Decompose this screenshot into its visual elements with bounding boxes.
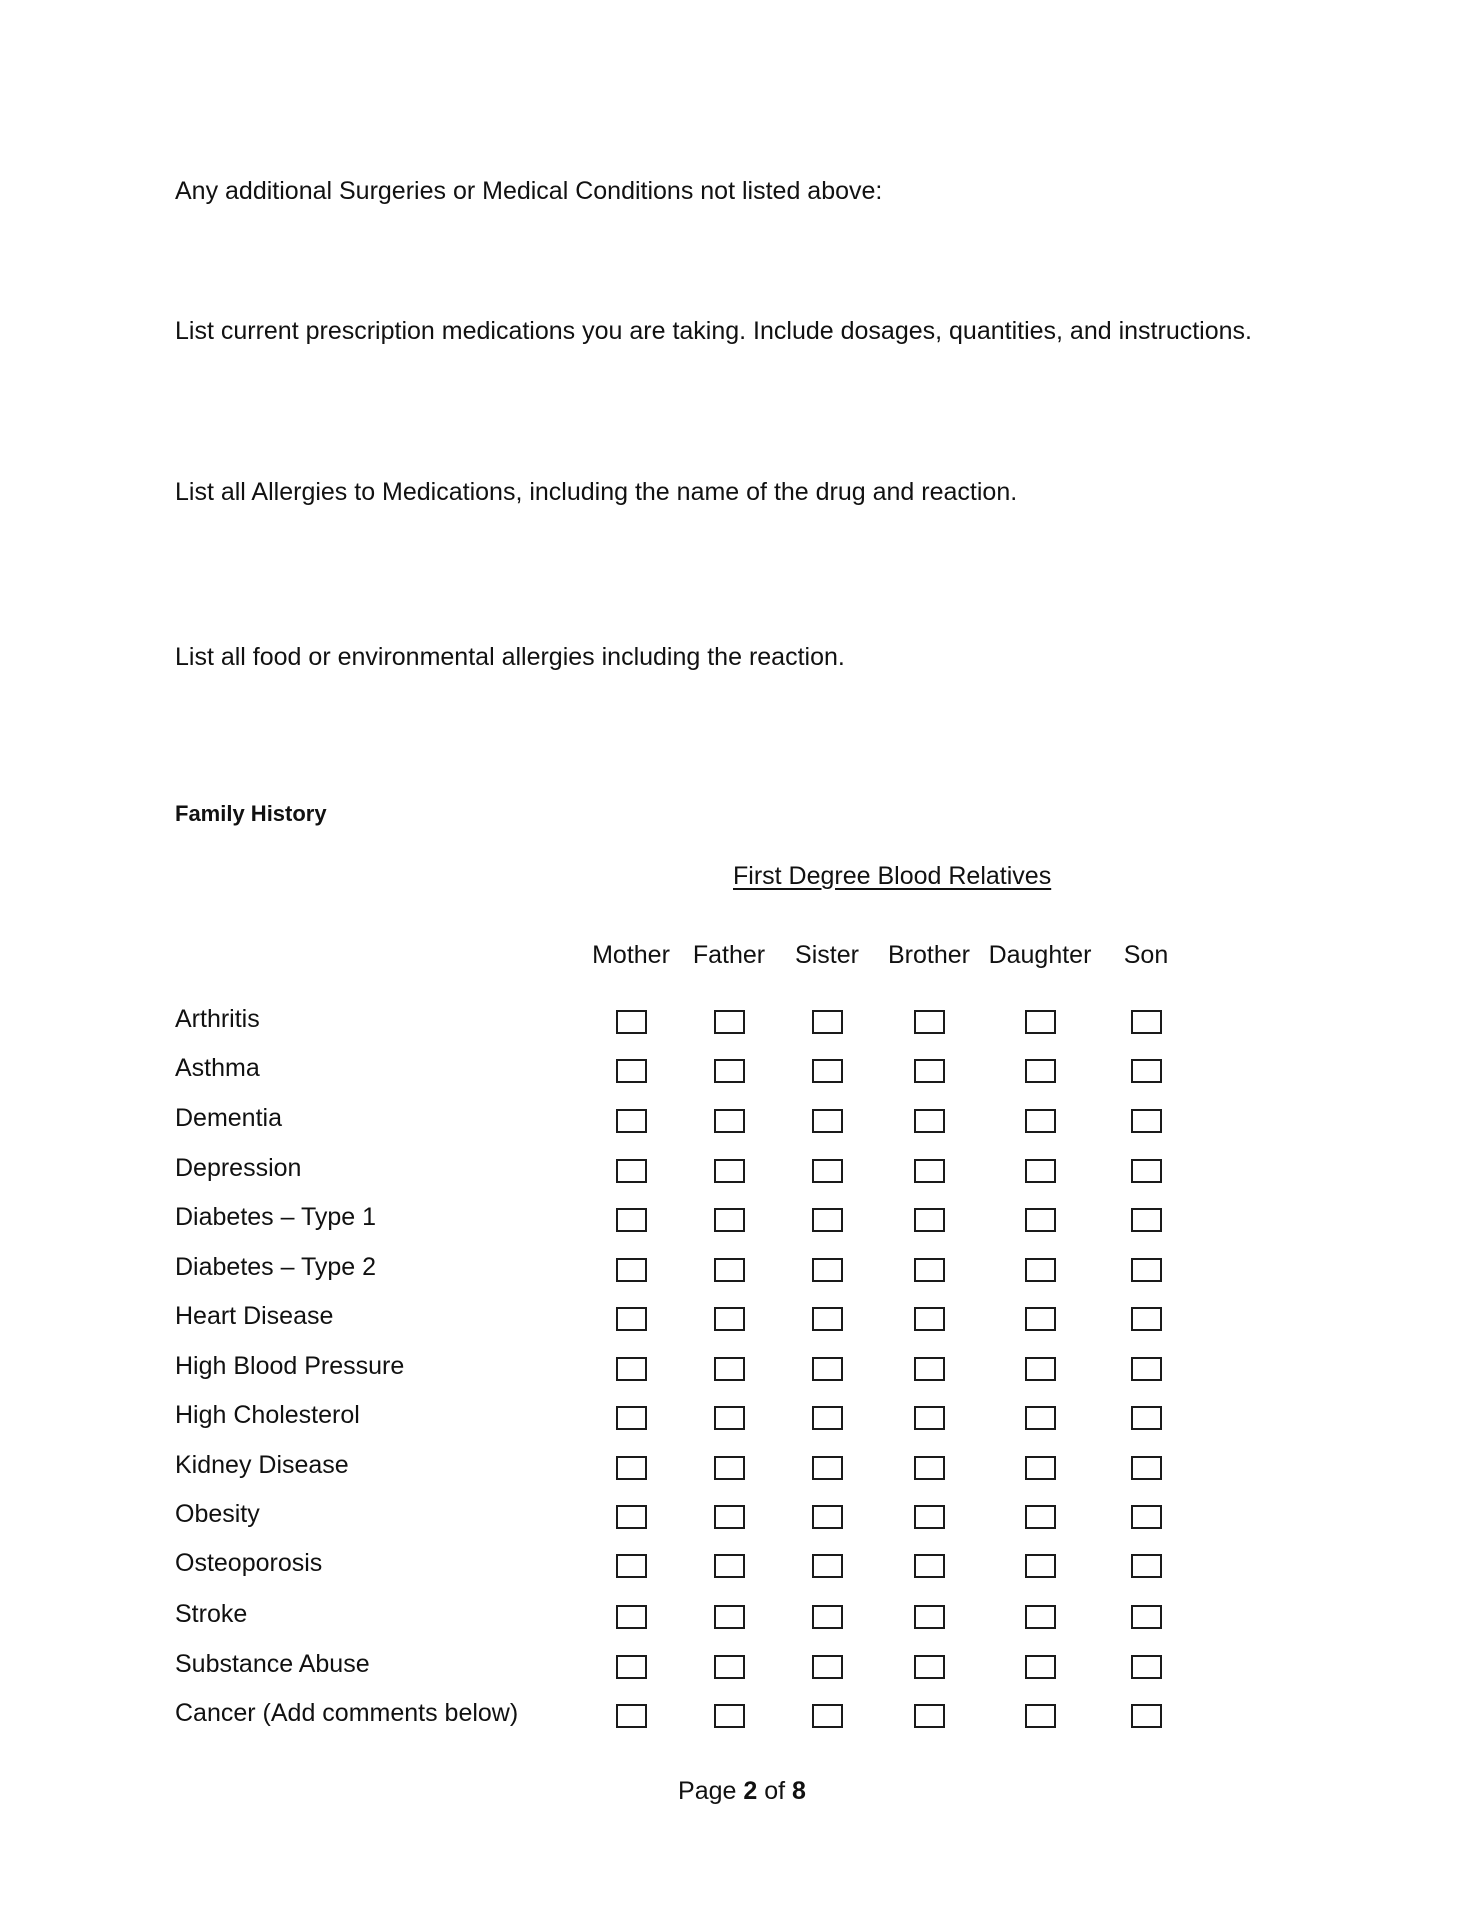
checkbox-diabetes-type-2-daughter[interactable]: [1025, 1258, 1056, 1282]
checkbox-high-cholesterol-brother[interactable]: [914, 1406, 945, 1430]
checkbox-cancer-add-comments-below-sister[interactable]: [812, 1704, 843, 1728]
checkbox-high-blood-pressure-son[interactable]: [1131, 1357, 1162, 1381]
column-header-sister: Sister: [795, 941, 859, 969]
checkbox-heart-disease-mother[interactable]: [616, 1307, 647, 1331]
checkbox-high-blood-pressure-daughter[interactable]: [1025, 1357, 1056, 1381]
checkbox-osteoporosis-brother[interactable]: [914, 1554, 945, 1578]
checkbox-kidney-disease-son[interactable]: [1131, 1456, 1162, 1480]
checkbox-dementia-father[interactable]: [714, 1109, 745, 1133]
checkbox-stroke-father[interactable]: [714, 1605, 745, 1629]
checkbox-heart-disease-son[interactable]: [1131, 1307, 1162, 1331]
checkbox-depression-son[interactable]: [1131, 1159, 1162, 1183]
checkbox-cancer-add-comments-below-mother[interactable]: [616, 1704, 647, 1728]
checkbox-high-cholesterol-father[interactable]: [714, 1406, 745, 1430]
checkbox-diabetes-type-2-father[interactable]: [714, 1258, 745, 1282]
column-header-daughter: Daughter: [988, 941, 1092, 969]
condition-label-diabetes-type-2: Diabetes – Type 2: [175, 1253, 377, 1281]
checkbox-diabetes-type-2-son[interactable]: [1131, 1258, 1162, 1282]
condition-label-dementia: Dementia: [175, 1104, 282, 1132]
checkbox-diabetes-type-2-mother[interactable]: [616, 1258, 647, 1282]
checkbox-asthma-brother[interactable]: [914, 1059, 945, 1083]
checkbox-arthritis-father[interactable]: [714, 1010, 745, 1034]
column-header-father: Father: [692, 941, 766, 969]
checkbox-diabetes-type-1-daughter[interactable]: [1025, 1208, 1056, 1232]
page-footer: [0, 1777, 1484, 1806]
condition-label-osteoporosis: Osteoporosis: [175, 1549, 323, 1577]
condition-label-substance-abuse: Substance Abuse: [175, 1650, 370, 1678]
condition-label-stroke: Stroke: [175, 1600, 248, 1628]
checkbox-obesity-son[interactable]: [1131, 1505, 1162, 1529]
checkbox-substance-abuse-brother[interactable]: [914, 1655, 945, 1679]
checkbox-high-cholesterol-son[interactable]: [1131, 1406, 1162, 1430]
checkbox-stroke-mother[interactable]: [616, 1605, 647, 1629]
checkbox-depression-sister[interactable]: [812, 1159, 843, 1183]
checkbox-osteoporosis-father[interactable]: [714, 1554, 745, 1578]
checkbox-kidney-disease-father[interactable]: [714, 1456, 745, 1480]
condition-label-heart-disease: Heart Disease: [175, 1302, 334, 1330]
checkbox-diabetes-type-1-brother[interactable]: [914, 1208, 945, 1232]
page-word: Page: [678, 1777, 737, 1805]
condition-label-high-cholesterol: High Cholesterol: [175, 1401, 360, 1429]
checkbox-kidney-disease-daughter[interactable]: [1025, 1456, 1056, 1480]
checkbox-arthritis-brother[interactable]: [914, 1010, 945, 1034]
checkbox-stroke-daughter[interactable]: [1025, 1605, 1056, 1629]
condition-label-cancer-add-comments-below: Cancer (Add comments below): [175, 1699, 519, 1727]
checkbox-high-cholesterol-daughter[interactable]: [1025, 1406, 1056, 1430]
checkbox-depression-daughter[interactable]: [1025, 1159, 1056, 1183]
checkbox-osteoporosis-sister[interactable]: [812, 1554, 843, 1578]
checkbox-diabetes-type-2-brother[interactable]: [914, 1258, 945, 1282]
checkbox-osteoporosis-son[interactable]: [1131, 1554, 1162, 1578]
checkbox-stroke-son[interactable]: [1131, 1605, 1162, 1629]
checkbox-cancer-add-comments-below-son[interactable]: [1131, 1704, 1162, 1728]
checkbox-cancer-add-comments-below-father[interactable]: [714, 1704, 745, 1728]
condition-label-arthritis: Arthritis: [175, 1005, 260, 1033]
condition-label-asthma: Asthma: [175, 1054, 260, 1082]
checkbox-cancer-add-comments-below-daughter[interactable]: [1025, 1704, 1056, 1728]
checkbox-asthma-son[interactable]: [1131, 1059, 1162, 1083]
checkbox-heart-disease-father[interactable]: [714, 1307, 745, 1331]
checkbox-high-blood-pressure-sister[interactable]: [812, 1357, 843, 1381]
checkbox-asthma-daughter[interactable]: [1025, 1059, 1056, 1083]
checkbox-obesity-father[interactable]: [714, 1505, 745, 1529]
blood-relatives-caption: First Degree Blood Relatives: [733, 862, 1052, 890]
checkbox-cancer-add-comments-below-brother[interactable]: [914, 1704, 945, 1728]
checkbox-dementia-daughter[interactable]: [1025, 1109, 1056, 1133]
checkbox-asthma-mother[interactable]: [616, 1059, 647, 1083]
checkbox-dementia-son[interactable]: [1131, 1109, 1162, 1133]
checkbox-depression-father[interactable]: [714, 1159, 745, 1183]
column-header-son: Son: [1123, 941, 1169, 969]
checkbox-diabetes-type-2-sister[interactable]: [812, 1258, 843, 1282]
family-history-title: Family History: [175, 801, 327, 826]
checkbox-obesity-sister[interactable]: [812, 1505, 843, 1529]
checkbox-heart-disease-brother[interactable]: [914, 1307, 945, 1331]
total-page-count: 8: [792, 1777, 806, 1805]
condition-label-diabetes-type-1: Diabetes – Type 1: [175, 1203, 377, 1231]
checkbox-substance-abuse-father[interactable]: [714, 1655, 745, 1679]
checkbox-dementia-mother[interactable]: [616, 1109, 647, 1133]
current-page-number: 2: [743, 1777, 758, 1805]
environmental-allergies-prompt: List all food or environmental allergies including the reaction.: [175, 643, 845, 671]
checkbox-heart-disease-sister[interactable]: [812, 1307, 843, 1331]
checkbox-diabetes-type-1-sister[interactable]: [812, 1208, 843, 1232]
checkbox-dementia-sister[interactable]: [812, 1109, 843, 1133]
checkbox-arthritis-daughter[interactable]: [1025, 1010, 1056, 1034]
of-word: of: [764, 1777, 786, 1805]
additional-conditions-prompt: Any additional Surgeries or Medical Conditions not listed above:: [175, 177, 883, 205]
checkbox-stroke-sister[interactable]: [812, 1605, 843, 1629]
checkbox-arthritis-sister[interactable]: [812, 1010, 843, 1034]
column-header-mother: Mother: [592, 941, 670, 969]
checkbox-depression-brother[interactable]: [914, 1159, 945, 1183]
checkbox-substance-abuse-daughter[interactable]: [1025, 1655, 1056, 1679]
medication-allergies-prompt: List all Allergies to Medications, including the name of the drug and reaction.: [175, 478, 1018, 506]
condition-label-depression: Depression: [175, 1154, 302, 1182]
checkbox-substance-abuse-sister[interactable]: [812, 1655, 843, 1679]
checkbox-high-blood-pressure-father[interactable]: [714, 1357, 745, 1381]
condition-label-kidney-disease: Kidney Disease: [175, 1451, 349, 1479]
condition-label-obesity: Obesity: [175, 1500, 260, 1528]
checkbox-arthritis-son[interactable]: [1131, 1010, 1162, 1034]
checkbox-substance-abuse-son[interactable]: [1131, 1655, 1162, 1679]
checkbox-high-blood-pressure-brother[interactable]: [914, 1357, 945, 1381]
checkbox-asthma-father[interactable]: [714, 1059, 745, 1083]
condition-label-high-blood-pressure: High Blood Pressure: [175, 1352, 405, 1380]
checkbox-kidney-disease-mother[interactable]: [616, 1456, 647, 1480]
checkbox-kidney-disease-sister[interactable]: [812, 1456, 843, 1480]
prescriptions-prompt: List current prescription medications you are taking. Include dosages, quantities, and instructions.: [175, 317, 1252, 345]
checkbox-high-blood-pressure-mother[interactable]: [616, 1357, 647, 1381]
checkbox-stroke-brother[interactable]: [914, 1605, 945, 1629]
checkbox-diabetes-type-1-father[interactable]: [714, 1208, 745, 1232]
checkbox-arthritis-mother[interactable]: [616, 1010, 647, 1034]
checkbox-diabetes-type-1-mother[interactable]: [616, 1208, 647, 1232]
checkbox-obesity-mother[interactable]: [616, 1505, 647, 1529]
checkbox-obesity-daughter[interactable]: [1025, 1505, 1056, 1529]
column-header-brother: Brother: [888, 941, 970, 969]
checkbox-diabetes-type-1-son[interactable]: [1131, 1208, 1162, 1232]
checkbox-osteoporosis-mother[interactable]: [616, 1554, 647, 1578]
checkbox-obesity-brother[interactable]: [914, 1505, 945, 1529]
checkbox-depression-mother[interactable]: [616, 1159, 647, 1183]
checkbox-substance-abuse-mother[interactable]: [616, 1655, 647, 1679]
checkbox-high-cholesterol-sister[interactable]: [812, 1406, 843, 1430]
checkbox-high-cholesterol-mother[interactable]: [616, 1406, 647, 1430]
checkbox-osteoporosis-daughter[interactable]: [1025, 1554, 1056, 1578]
checkbox-heart-disease-daughter[interactable]: [1025, 1307, 1056, 1331]
checkbox-asthma-sister[interactable]: [812, 1059, 843, 1083]
checkbox-kidney-disease-brother[interactable]: [914, 1456, 945, 1480]
checkbox-dementia-brother[interactable]: [914, 1109, 945, 1133]
